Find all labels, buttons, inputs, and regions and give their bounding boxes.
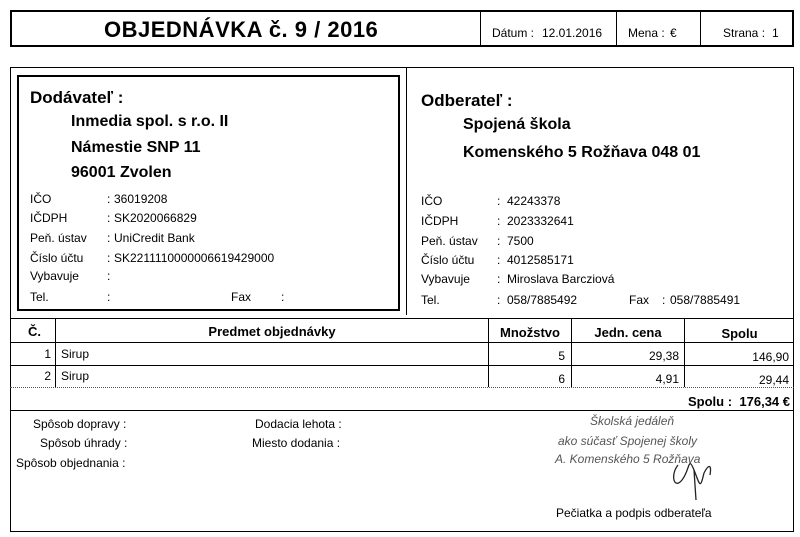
table-top-rule [10,318,794,319]
page-value: 1 [772,26,779,40]
supplier-street: Námestie SNP 11 [71,139,201,156]
table-row-num: 1 [44,347,51,361]
page-label: Strana : [723,26,766,40]
customer-title: Odberateľ : [421,91,513,110]
delivery-place-label: Miesto dodania : [252,436,341,450]
customer-ico-label: IČO [421,194,443,208]
customer-bank-sep: : [497,234,501,248]
supplier-handler-label: Vybavuje [30,269,79,283]
customer-divider [406,68,407,315]
supplier-icdph-label: IČDPH [30,211,68,225]
customer-fax-label: Fax [629,293,650,307]
table-row-price: 4,91 [655,372,679,386]
stamp-line: A. Komenského 5 Rožňava [555,452,701,466]
header-divider [700,11,701,46]
sum-value: 176,34 € [739,394,790,409]
table-row-total: 29,44 [758,373,789,387]
supplier-tel-sep: : [107,290,111,304]
customer-name: Spojená škola [463,116,571,133]
supplier-fax-sep: : [281,290,285,304]
header-divider [616,11,617,46]
supplier-tel-label: Tel. [30,290,49,304]
table-row-item: Sirup [61,369,90,383]
table-sum-rule [10,410,794,411]
customer-tel-sep: : [497,293,501,307]
supplier-city: 96001 Zvolen [71,164,172,181]
table-header-price: Jedn. cena [594,325,662,340]
date-value: 12.01.2016 [542,26,603,40]
supplier-bank-sep: : [107,231,111,245]
payment-label: Spôsob úhrady : [40,436,128,450]
supplier-account-value: SK2211110000006619429000 [114,251,275,265]
table-header-qty: Množstvo [500,325,560,340]
customer-fax-sep: : [662,293,666,307]
document-title: OBJEDNÁVKA č. 9 / 2016 [104,17,379,42]
stamp-line: ako súčasť Spojenej školy [558,434,697,448]
supplier-ico-sep: : [107,192,111,206]
header-divider [480,11,481,46]
customer-icdph-sep: : [497,214,501,228]
supplier-name: Inmedia spol. s r.o. II [71,113,229,130]
supplier-handler-sep: : [107,269,111,283]
customer-ico-value: 42243378 [507,194,561,208]
signature-caption: Pečiatka a podpis odberateľa [556,506,712,520]
table-header-item: Predmet objednávky [208,324,336,339]
table-row-qty: 5 [558,349,565,363]
table-row-rule [10,365,794,366]
supplier-icdph-value: SK2020066829 [114,211,197,225]
table-row-item: Sirup [61,347,90,361]
signature-scribble [660,435,720,505]
supplier-fax-label: Fax [231,290,252,304]
supplier-account-label: Číslo účtu [30,251,84,265]
sum-label: Spolu : [688,394,733,409]
customer-fax-value: 058/7885491 [670,293,741,307]
customer-account-sep: : [497,253,501,267]
customer-ico-sep: : [497,194,501,208]
delivery-term-label: Dodacia lehota : [255,417,342,431]
currency-value: € [670,26,677,40]
customer-bank-value: 7500 [507,234,534,248]
table-row-num: 2 [44,369,51,383]
date-label: Dátum : [492,26,535,40]
customer-tel-value: 058/7885492 [507,293,578,307]
customer-icdph-value: 2023332641 [507,214,574,228]
transport-label: Spôsob dopravy : [33,417,127,431]
table-row-rule [10,387,794,388]
customer-handler-sep: : [497,272,501,286]
stamp-line: Školská jedáleň [590,414,675,428]
customer-account-label: Číslo účtu [421,253,475,267]
customer-handler-label: Vybavuje [421,272,470,286]
table-header-total: Spolu [721,326,758,341]
ordering-label: Spôsob objednania : [16,456,126,470]
supplier-icdph-sep: : [107,211,111,225]
customer-account-value: 4012585171 [507,253,574,267]
customer-handler-value: Miroslava Barcziová [507,272,615,286]
table-row-price: 29,38 [648,349,679,363]
supplier-title: Dodávateľ : [30,88,124,107]
table-header-num: Č. [28,324,41,339]
supplier-account-sep: : [107,251,111,265]
customer-tel-label: Tel. [421,293,440,307]
customer-icdph-label: IČDPH [421,214,459,228]
table-row-qty: 6 [558,372,565,386]
supplier-bank-value: UniCredit Bank [114,231,195,245]
supplier-ico-label: IČO [30,192,52,206]
supplier-ico-value: 36019208 [114,192,168,206]
currency-label: Mena : [628,26,665,40]
table-row-total: 146,90 [752,350,789,364]
customer-bank-label: Peň. ústav [421,234,478,248]
table-header-rule [10,342,794,343]
customer-street: Komenského 5 Rožňava 048 01 [463,144,701,161]
supplier-bank-label: Peň. ústav [30,231,87,245]
